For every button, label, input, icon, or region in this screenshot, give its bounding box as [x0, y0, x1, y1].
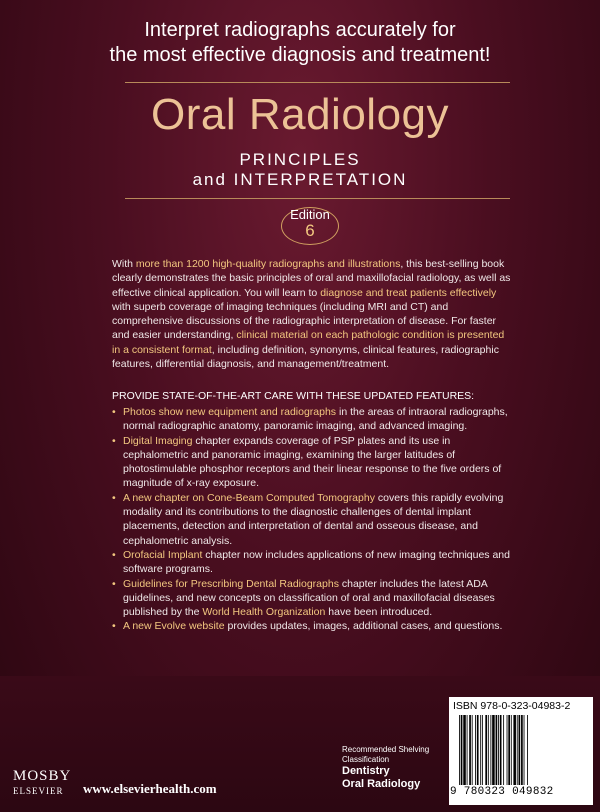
description-highlight: more than 1200 high-quality radiographs and illustrations — [135, 258, 401, 270]
barcode-bar — [519, 715, 521, 785]
tagline-line-2: the most effective diagnosis and treatment! — [109, 44, 491, 66]
publisher-logo: MOSBY — [13, 768, 72, 784]
description-highlight: diagnose and treat patients effectively — [320, 286, 497, 299]
shelving-category: Dentistry — [342, 765, 390, 777]
barcode-bar — [492, 715, 495, 785]
feature-highlight: Orofacial Implant — [123, 548, 203, 561]
feature-item — [112, 434, 517, 491]
barcode-bar — [507, 715, 508, 785]
barcode-bar — [496, 715, 498, 785]
feature-highlight: A new Evolve website — [123, 620, 225, 633]
barcode-bar — [459, 715, 460, 785]
feature-text: chapter now includes applications of new imaging techniques and software programs. — [123, 548, 510, 576]
feature-highlight: A new chapter on Cone-Beam Computed Tomography — [123, 491, 375, 504]
feature-item — [112, 491, 517, 548]
feature-text: chapter includes the latest ADA guidelines, and new concepts on classification of oral and maxillofacial diseases published by the — [123, 577, 495, 619]
feature-item — [112, 619, 517, 633]
description-text: With — [112, 258, 136, 270]
publisher-url[interactable]: www.elsevierhealth.com — [83, 781, 217, 796]
tagline-line-1: Interpret radiographs accurately for — [144, 19, 456, 41]
feature-highlight: Digital Imaging — [123, 434, 193, 447]
barcode-bar — [467, 715, 468, 785]
features-list — [112, 405, 517, 634]
barcode-bar — [524, 715, 525, 785]
shelving-label: Classification — [342, 755, 390, 764]
top-divider — [125, 82, 510, 83]
tagline — [0, 18, 600, 68]
isbn-number: ISBN 978-0-323-04983-2 — [453, 700, 571, 712]
barcode-bar — [488, 715, 489, 785]
bullet-icon: • — [112, 577, 116, 590]
barcode-bar — [500, 715, 502, 785]
barcode-bar — [475, 715, 476, 785]
feature-item — [112, 405, 517, 434]
description-text: , including definition, synonyms, clinical features, radiographic features, differential diagnosis, and management/treatment. — [112, 343, 499, 371]
feature-item — [112, 577, 517, 620]
bullet-icon: • — [112, 620, 116, 633]
shelving-category: Oral Radiology — [342, 778, 421, 790]
barcode-bar — [508, 715, 510, 785]
description-text: with superb coverage of imaging techniques (including MRI and CT) and comprehensive discussions of the radiographic interpretation of disease. For faster and easier understanding, — [112, 300, 497, 342]
feature-text: provides updates, images, additional cases, and questions. — [224, 620, 503, 633]
feature-highlight: Guidelines for Prescribing Dental Radiographs — [123, 577, 339, 590]
barcode-bar — [521, 715, 523, 785]
shelving-classification — [342, 745, 442, 791]
feature-text: have been introduced. — [325, 606, 433, 619]
barcode-bar — [498, 715, 499, 785]
barcode-bar — [485, 715, 487, 785]
feature-item — [112, 548, 517, 577]
bullet-icon: • — [112, 548, 116, 561]
barcode-bar — [463, 715, 466, 785]
description-highlight: clinical material on each pathologic condition is presented in a consistent format — [112, 329, 505, 356]
features-heading: PROVIDE STATE-OF-THE-ART CARE WITH THESE UPDATED FEATURES: — [112, 390, 475, 402]
barcode-bar — [513, 715, 516, 785]
barcode-digits: 9 780323 049832 — [450, 786, 554, 798]
barcode-bar — [472, 715, 473, 785]
feature-text: chapter expands coverage of PSP plates and its use in cephalometric and panoramic imaging, examining the larger latitudes of photostimulable phosphor receptors and their linear response to the five orders of magnitude of x-ray exposure. — [123, 434, 502, 490]
feature-text: in the areas of intraoral radiographs, normal radiographic anatomy, panoramic imaging, and advanced imaging. — [123, 406, 508, 433]
barcode-bar — [517, 715, 518, 785]
barcode-bar — [527, 715, 528, 785]
book-title: Oral Radiology — [150, 90, 450, 139]
barcode-icon — [459, 715, 587, 785]
edition-number: 6 — [305, 221, 315, 240]
barcode-bar — [477, 715, 479, 785]
bullet-icon: • — [112, 406, 116, 418]
title-divider — [125, 198, 510, 199]
subtitle-interpretation: and INTERPRETATION — [192, 170, 408, 189]
barcode-bar — [480, 715, 481, 785]
barcode-bar — [503, 715, 504, 785]
barcode-bar — [461, 715, 463, 785]
barcode-bar — [469, 715, 471, 785]
edition-badge — [281, 207, 339, 245]
barcode-bar — [490, 715, 491, 785]
feature-text: covers this rapidly evolving modality and its contributions to the diagnostic challenges of dental implant placements, detection and interpretation of dental and osseous disease, and cephalometric analysis. — [123, 491, 504, 547]
description — [112, 257, 512, 371]
shelving-label: Recommended Shelving — [342, 745, 430, 754]
barcode-bar — [482, 715, 483, 785]
publisher-parent: ELSEVIER — [13, 786, 64, 796]
feature-highlight: World Health Organization — [202, 606, 326, 619]
description-text: , this best-selling book clearly demonstrates the basic principles of oral and maxillofacial radiology, as well as effective clinical application. You will learn to — [112, 258, 511, 299]
isbn-barcode — [449, 697, 593, 805]
bullet-icon: • — [112, 434, 116, 447]
edition-label: Edition — [290, 207, 330, 222]
bullet-icon: • — [112, 491, 116, 504]
subtitle-principles: PRINCIPLES — [239, 150, 361, 169]
barcode-bar — [511, 715, 512, 785]
feature-highlight: Photos show new equipment and radiographs — [123, 406, 337, 418]
